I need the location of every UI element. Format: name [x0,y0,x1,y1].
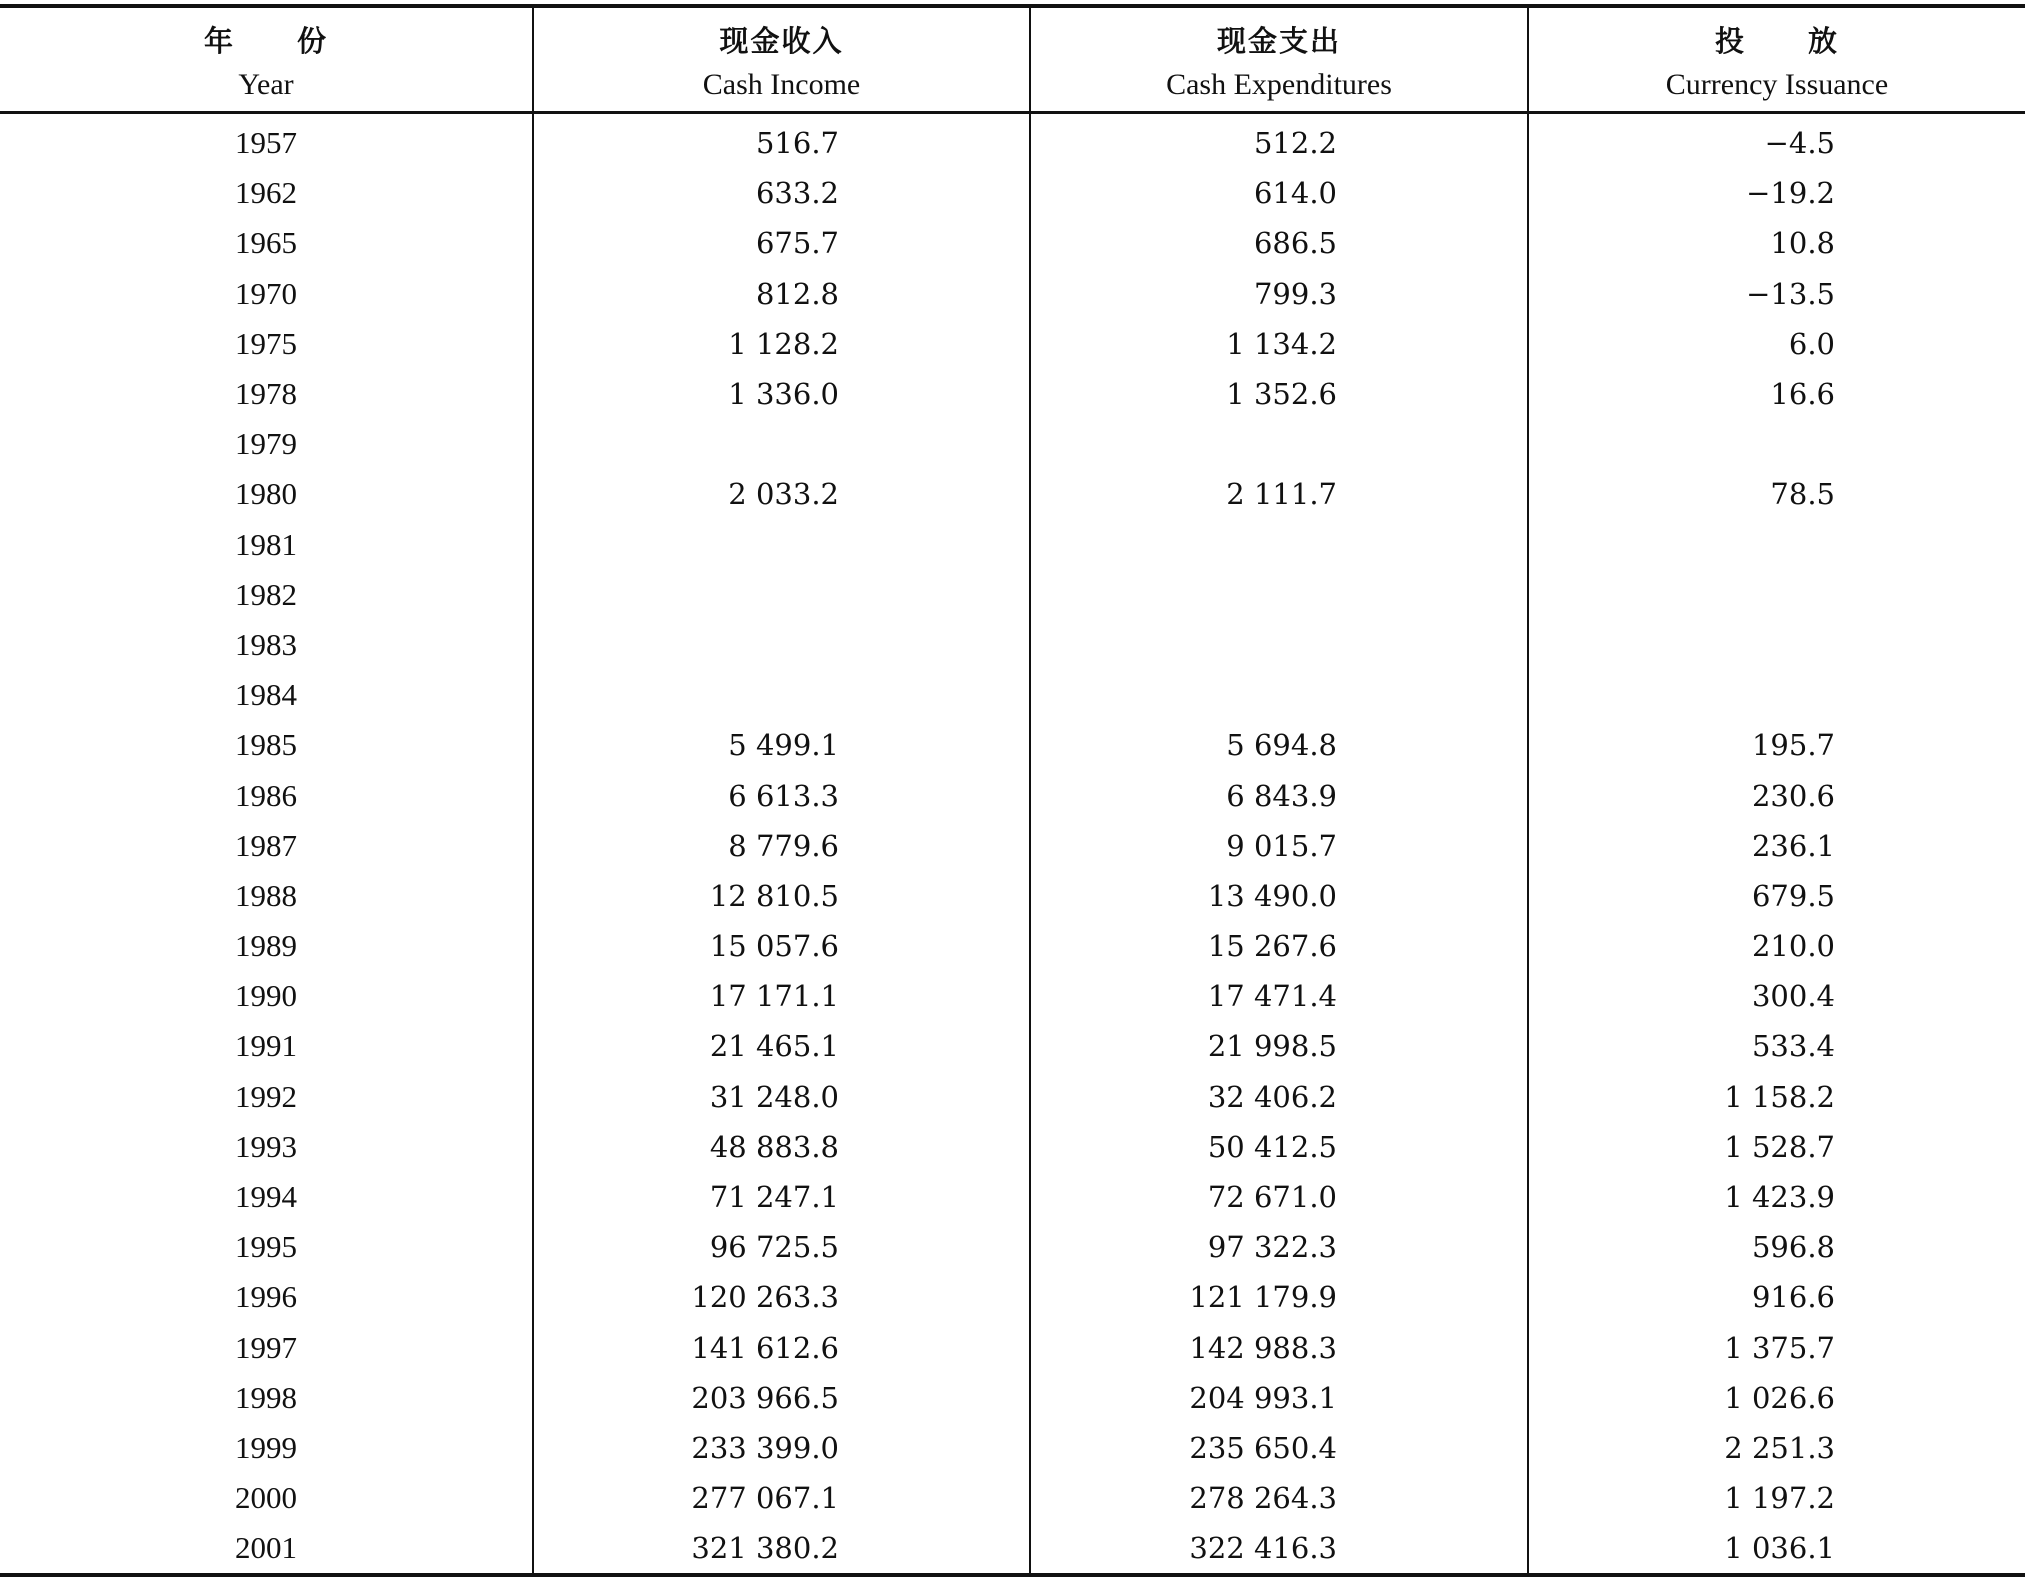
currency-issuance-cell [1528,570,2025,620]
table-row [0,670,2025,720]
year-cell: 1987 [235,827,297,863]
currency-issuance-cell: 10.8 [1528,218,2025,268]
currency-issuance-cell: 1 528.7 [1528,1122,2025,1172]
cash-income-cell [533,620,1030,670]
table-row [0,921,2025,971]
cash-income-cell [533,419,1030,469]
cash-expenditures-cell: 614.0 [1030,168,1528,218]
header-cash-expenditures-zh: 现金支出 [1216,23,1341,58]
year-cell: 1998 [235,1379,297,1415]
cash-income-cell [533,670,1030,720]
cash-expenditures-cell: 686.5 [1030,218,1528,268]
currency-issuance-cell: 679.5 [1528,871,2025,921]
year-cell: 1975 [235,325,297,361]
cash-income-cell: 96 725.5 [533,1222,1030,1272]
table-row [0,1272,2025,1322]
table-row [0,770,2025,820]
table-row [0,269,2025,319]
year-cell: 2000 [235,1480,297,1516]
year-cell: 1985 [235,727,297,763]
cash-expenditures-cell: 121 179.9 [1030,1272,1528,1322]
table-row [0,1122,2025,1172]
table-row [0,1323,2025,1373]
currency-issuance-cell: 2 251.3 [1528,1423,2025,1473]
table-row [0,1172,2025,1222]
currency-issuance-cell: 1 197.2 [1528,1473,2025,1523]
year-cell: 1995 [235,1229,297,1265]
header-currency-issuance [1528,6,2025,113]
cash-expenditures-cell: 512.2 [1030,113,1528,169]
currency-issuance-cell: 236.1 [1528,821,2025,871]
cash-expenditures-cell: 322 416.3 [1030,1523,1528,1575]
table-row [0,469,2025,519]
cash-income-cell: 6 613.3 [533,770,1030,820]
year-cell: 1978 [235,376,297,412]
cash-expenditures-cell: 97 322.3 [1030,1222,1528,1272]
cash-income-cell: 48 883.8 [533,1122,1030,1172]
currency-issuance-cell [1528,419,2025,469]
header-year-en: Year [238,67,294,101]
currency-issuance-cell: 230.6 [1528,770,2025,820]
header-cash-expenditures-en: Cash Expenditures [1166,67,1392,101]
year-cell: 1981 [235,526,297,562]
currency-issuance-cell: −19.2 [1528,168,2025,218]
currency-issuance-cell: 195.7 [1528,720,2025,770]
table-row [0,720,2025,770]
cash-income-cell [533,570,1030,620]
cash-income-cell: 71 247.1 [533,1172,1030,1222]
year-cell: 1994 [235,1179,297,1215]
cash-expenditures-cell: 799.3 [1030,269,1528,319]
table-row [0,113,2025,169]
cash-expenditures-cell [1030,520,1528,570]
table-row [0,520,2025,570]
cash-income-cell: 203 966.5 [533,1373,1030,1423]
year-cell: 1962 [235,175,297,211]
table-row [0,1222,2025,1272]
currency-issuance-cell [1528,670,2025,720]
cash-income-cell: 12 810.5 [533,871,1030,921]
year-cell: 1999 [235,1429,297,1465]
header-year-zh: 年 份 [203,23,328,58]
cash-income-cell: 321 380.2 [533,1523,1030,1575]
year-cell: 1991 [235,1028,297,1064]
cash-expenditures-cell: 278 264.3 [1030,1473,1528,1523]
header-cash-income-en: Cash Income [702,67,861,101]
currency-issuance-cell: 300.4 [1528,971,2025,1021]
cash-expenditures-cell: 72 671.0 [1030,1172,1528,1222]
cash-expenditures-cell: 15 267.6 [1030,921,1528,971]
year-cell: 1984 [235,677,297,713]
year-cell: 1989 [235,928,297,964]
cash-income-cell: 1 336.0 [533,369,1030,419]
cash-expenditures-cell: 2 111.7 [1030,469,1528,519]
cash-income-cell: 15 057.6 [533,921,1030,971]
currency-issuance-cell: 1 423.9 [1528,1172,2025,1222]
cash-income-expenditure-table [0,4,2025,1577]
year-cell: 1986 [235,777,297,813]
currency-issuance-cell: 1 375.7 [1528,1323,2025,1373]
cash-expenditures-cell: 13 490.0 [1030,871,1528,921]
cash-expenditures-cell [1030,419,1528,469]
currency-issuance-cell: 1 026.6 [1528,1373,2025,1423]
cash-income-cell: 277 067.1 [533,1473,1030,1523]
cash-expenditures-cell: 204 993.1 [1030,1373,1528,1423]
currency-issuance-cell: 1 158.2 [1528,1072,2025,1122]
cash-expenditures-cell: 32 406.2 [1030,1072,1528,1122]
currency-issuance-cell: 1 036.1 [1528,1523,2025,1575]
cash-expenditures-cell: 9 015.7 [1030,821,1528,871]
cash-income-cell: 120 263.3 [533,1272,1030,1322]
table-row [0,871,2025,921]
cash-income-cell: 633.2 [533,168,1030,218]
year-cell: 1982 [235,576,297,612]
header-row [0,6,2025,113]
currency-issuance-cell [1528,620,2025,670]
year-cell: 1980 [235,476,297,512]
cash-income-cell: 17 171.1 [533,971,1030,1021]
cash-expenditures-cell [1030,620,1528,670]
cash-expenditures-cell: 1 352.6 [1030,369,1528,419]
table-row [0,1072,2025,1122]
cash-income-cell: 233 399.0 [533,1423,1030,1473]
year-cell: 1990 [235,978,297,1014]
cash-income-cell: 21 465.1 [533,1021,1030,1071]
header-year [0,6,533,113]
currency-issuance-cell: 596.8 [1528,1222,2025,1272]
cash-expenditures-cell: 21 998.5 [1030,1021,1528,1071]
currency-issuance-cell: −13.5 [1528,269,2025,319]
year-cell: 1993 [235,1128,297,1164]
year-cell: 1983 [235,626,297,662]
cash-expenditures-cell: 50 412.5 [1030,1122,1528,1172]
cash-income-cell: 675.7 [533,218,1030,268]
cash-expenditures-cell: 17 471.4 [1030,971,1528,1021]
table-row [0,1373,2025,1423]
table-body [0,113,2025,1576]
cash-income-cell: 31 248.0 [533,1072,1030,1122]
currency-issuance-cell [1528,520,2025,570]
cash-income-cell: 141 612.6 [533,1323,1030,1373]
cash-expenditures-cell [1030,670,1528,720]
currency-issuance-cell: 210.0 [1528,921,2025,971]
table-row [0,1473,2025,1523]
table-row [0,369,2025,419]
cash-expenditures-cell: 6 843.9 [1030,770,1528,820]
currency-issuance-cell: 916.6 [1528,1272,2025,1322]
currency-issuance-cell: 78.5 [1528,469,2025,519]
year-cell: 1970 [235,275,297,311]
year-cell: 1997 [235,1329,297,1365]
year-cell: 1979 [235,426,297,462]
cash-income-cell: 2 033.2 [533,469,1030,519]
table-row [0,319,2025,369]
cash-expenditures-cell: 235 650.4 [1030,1423,1528,1473]
table-row [0,971,2025,1021]
table-row [0,570,2025,620]
currency-issuance-cell: 6.0 [1528,319,2025,369]
header-cash-income-zh: 现金收入 [719,23,844,58]
header-cash-expenditures [1030,6,1528,113]
header-currency-issuance-en: Currency Issuance [1665,67,1889,101]
year-cell: 1988 [235,877,297,913]
year-cell: 2001 [235,1530,297,1566]
cash-income-cell: 812.8 [533,269,1030,319]
cash-expenditures-cell: 1 134.2 [1030,319,1528,369]
cash-income-cell [533,520,1030,570]
table-row [0,1021,2025,1071]
year-cell: 1992 [235,1078,297,1114]
cash-expenditures-cell: 5 694.8 [1030,720,1528,770]
header-currency-issuance-zh: 投 放 [1714,23,1839,58]
header-cash-income [533,6,1030,113]
cash-expenditures-cell: 142 988.3 [1030,1323,1528,1373]
table-row [0,168,2025,218]
cash-income-cell: 1 128.2 [533,319,1030,369]
table-row [0,1423,2025,1473]
cash-income-cell: 5 499.1 [533,720,1030,770]
currency-issuance-cell: 16.6 [1528,369,2025,419]
year-cell: 1957 [235,125,297,161]
year-cell: 1996 [235,1279,297,1315]
table-row [0,218,2025,268]
table-row [0,821,2025,871]
cash-income-cell: 8 779.6 [533,821,1030,871]
table-row [0,620,2025,670]
cash-income-cell: 516.7 [533,113,1030,169]
year-cell: 1965 [235,225,297,261]
table-header [0,6,2025,113]
currency-issuance-cell: 533.4 [1528,1021,2025,1071]
currency-issuance-cell: −4.5 [1528,113,2025,169]
table-row [0,419,2025,469]
cash-expenditures-cell [1030,570,1528,620]
